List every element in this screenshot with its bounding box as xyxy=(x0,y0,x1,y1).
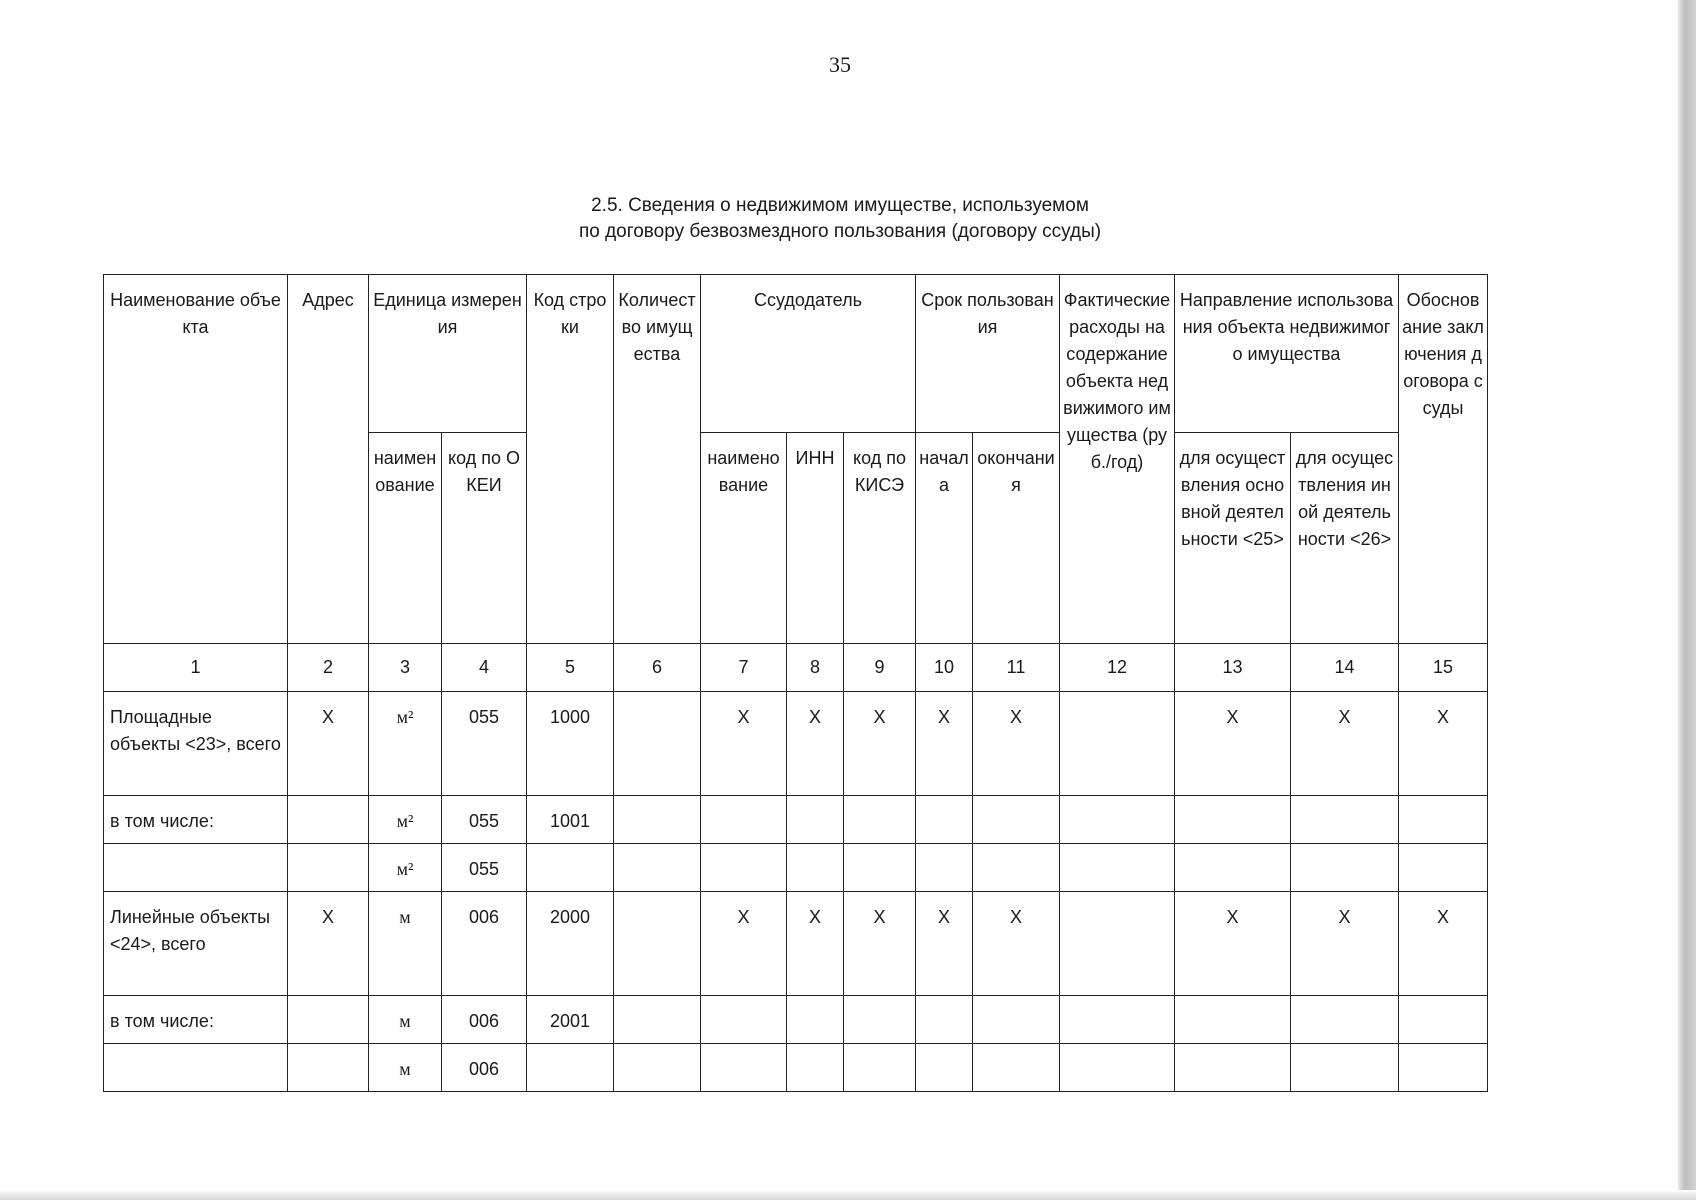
cell-lender-name xyxy=(701,796,787,844)
header-unit-name: наименование xyxy=(369,433,442,644)
cell-direction-main xyxy=(1175,844,1291,892)
cell-lender-name xyxy=(701,844,787,892)
cell-quantity xyxy=(614,996,701,1044)
header-lender-inn: ИНН xyxy=(787,433,844,644)
header-row-1 xyxy=(104,275,1488,433)
cell-address xyxy=(288,796,369,844)
cell-unit-name: м xyxy=(369,1044,442,1092)
cell-line-code xyxy=(527,1044,614,1092)
header-unit: Единица измерения xyxy=(369,275,527,433)
cell-address xyxy=(288,844,369,892)
property-table xyxy=(103,274,1488,1092)
cell-name: в том числе: xyxy=(104,796,288,844)
table-row xyxy=(104,844,1488,892)
cell-name xyxy=(104,844,288,892)
cell-term-start xyxy=(916,796,973,844)
cell-direction-main: X xyxy=(1175,692,1291,796)
cell-expenses xyxy=(1060,796,1175,844)
cell-lender-kise xyxy=(844,996,916,1044)
cell-name: Линейные объекты <24>, всего xyxy=(104,892,288,996)
section-title-line-2: по договору безвозмездного пользования (договору ссуды) xyxy=(578,221,1102,242)
cell-term-start: X xyxy=(916,692,973,796)
page-number: 35 xyxy=(829,52,851,77)
cell-term-end: X xyxy=(973,892,1060,996)
cell-lender-kise xyxy=(844,844,916,892)
cell-direction-main xyxy=(1175,796,1291,844)
cell-line-code: 2000 xyxy=(527,892,614,996)
column-number: 4 xyxy=(442,644,527,692)
header-line-code: Код строки xyxy=(527,275,614,644)
cell-lender-name: X xyxy=(701,692,787,796)
cell-expenses xyxy=(1060,892,1175,996)
cell-address xyxy=(288,1044,369,1092)
cell-lender-name xyxy=(701,996,787,1044)
cell-term-end: X xyxy=(973,692,1060,796)
cell-term-end xyxy=(973,844,1060,892)
cell-okei: 006 xyxy=(442,996,527,1044)
column-number: 15 xyxy=(1399,644,1488,692)
table-row xyxy=(104,796,1488,844)
table-row xyxy=(104,692,1488,796)
cell-okei: 055 xyxy=(442,844,527,892)
cell-name: Площадные объекты <23>, всего xyxy=(104,692,288,796)
header-unit-okei: код по ОКЕИ xyxy=(442,433,527,644)
cell-lender-kise xyxy=(844,1044,916,1092)
header-lender: Ссудодатель xyxy=(701,275,916,433)
cell-line-code: 1000 xyxy=(527,692,614,796)
header-lender-name: наименование xyxy=(701,433,787,644)
header-direction-main: для осуществления основной деятельности <25> xyxy=(1175,433,1291,644)
cell-direction-other xyxy=(1291,796,1399,844)
cell-lender-inn xyxy=(787,796,844,844)
section-title-line-1: 2.5. Сведения о недвижимом имуществе, используемом xyxy=(591,195,1089,216)
cell-direction-other: X xyxy=(1291,692,1399,796)
cell-term-start: X xyxy=(916,892,973,996)
column-number: 6 xyxy=(614,644,701,692)
column-number: 3 xyxy=(369,644,442,692)
column-number: 10 xyxy=(916,644,973,692)
cell-direction-main xyxy=(1175,996,1291,1044)
cell-quantity xyxy=(614,692,701,796)
scan-edge-right xyxy=(1678,0,1696,1200)
cell-direction-other: X xyxy=(1291,892,1399,996)
column-number: 9 xyxy=(844,644,916,692)
cell-term-start xyxy=(916,844,973,892)
cell-term-start xyxy=(916,1044,973,1092)
cell-term-start xyxy=(916,996,973,1044)
cell-direction-other xyxy=(1291,996,1399,1044)
cell-okei: 006 xyxy=(442,892,527,996)
column-number: 14 xyxy=(1291,644,1399,692)
column-numbers-row xyxy=(104,644,1488,692)
column-number: 12 xyxy=(1060,644,1175,692)
cell-term-end xyxy=(973,1044,1060,1092)
cell-address: X xyxy=(288,692,369,796)
cell-direction-other xyxy=(1291,1044,1399,1092)
cell-unit-name: м xyxy=(369,892,442,996)
cell-quantity xyxy=(614,1044,701,1092)
header-term-end: окончания xyxy=(973,433,1060,644)
header-direction: Направление использования объекта недвижимого имущества xyxy=(1175,275,1399,433)
cell-lender-kise: X xyxy=(844,892,916,996)
cell-unit-name: м² xyxy=(369,796,442,844)
cell-address xyxy=(288,996,369,1044)
cell-lender-inn xyxy=(787,844,844,892)
cell-address: X xyxy=(288,892,369,996)
cell-justification: X xyxy=(1399,692,1488,796)
header-address: Адрес xyxy=(288,275,369,644)
column-number: 1 xyxy=(104,644,288,692)
cell-quantity xyxy=(614,892,701,996)
cell-direction-main: X xyxy=(1175,892,1291,996)
table-row xyxy=(104,892,1488,996)
header-lender-kise: код по КИСЭ xyxy=(844,433,916,644)
header-expenses: Фактические расходы на содержание объекта недвижимого имущества (руб./год) xyxy=(1060,275,1175,644)
column-number: 8 xyxy=(787,644,844,692)
cell-term-end xyxy=(973,796,1060,844)
cell-term-end xyxy=(973,996,1060,1044)
cell-justification xyxy=(1399,844,1488,892)
column-number: 13 xyxy=(1175,644,1291,692)
column-number: 2 xyxy=(288,644,369,692)
cell-name: в том числе: xyxy=(104,996,288,1044)
cell-direction-other xyxy=(1291,844,1399,892)
column-number: 5 xyxy=(527,644,614,692)
cell-expenses xyxy=(1060,996,1175,1044)
cell-justification xyxy=(1399,996,1488,1044)
cell-unit-name: м² xyxy=(369,844,442,892)
cell-justification xyxy=(1399,796,1488,844)
cell-unit-name: м² xyxy=(369,692,442,796)
cell-lender-inn: X xyxy=(787,892,844,996)
cell-line-code: 1001 xyxy=(527,796,614,844)
cell-quantity xyxy=(614,844,701,892)
header-term-start: начала xyxy=(916,433,973,644)
column-number: 11 xyxy=(973,644,1060,692)
cell-expenses xyxy=(1060,844,1175,892)
cell-justification: X xyxy=(1399,892,1488,996)
cell-okei: 055 xyxy=(442,796,527,844)
header-quantity: Количество имущества xyxy=(614,275,701,644)
cell-expenses xyxy=(1060,692,1175,796)
header-justification: Обоснование заключения договора ссуды xyxy=(1399,275,1488,644)
cell-justification xyxy=(1399,1044,1488,1092)
cell-quantity xyxy=(614,796,701,844)
cell-unit-name: м xyxy=(369,996,442,1044)
cell-line-code xyxy=(527,844,614,892)
cell-okei: 006 xyxy=(442,1044,527,1092)
cell-lender-inn xyxy=(787,996,844,1044)
cell-okei: 055 xyxy=(442,692,527,796)
header-name: Наименование объекта xyxy=(104,275,288,644)
table-row xyxy=(104,996,1488,1044)
cell-lender-inn xyxy=(787,1044,844,1092)
section-title xyxy=(0,193,1680,245)
cell-line-code: 2001 xyxy=(527,996,614,1044)
cell-lender-kise xyxy=(844,796,916,844)
cell-direction-main xyxy=(1175,1044,1291,1092)
cell-lender-name: X xyxy=(701,892,787,996)
column-number: 7 xyxy=(701,644,787,692)
table-row xyxy=(104,1044,1488,1092)
header-direction-other: для осуществления иной деятельности <26> xyxy=(1291,433,1399,644)
cell-lender-name xyxy=(701,1044,787,1092)
cell-expenses xyxy=(1060,1044,1175,1092)
cell-lender-kise: X xyxy=(844,692,916,796)
scan-edge-bottom xyxy=(0,1190,1696,1200)
cell-name xyxy=(104,1044,288,1092)
header-term: Срок пользования xyxy=(916,275,1060,433)
cell-lender-inn: X xyxy=(787,692,844,796)
